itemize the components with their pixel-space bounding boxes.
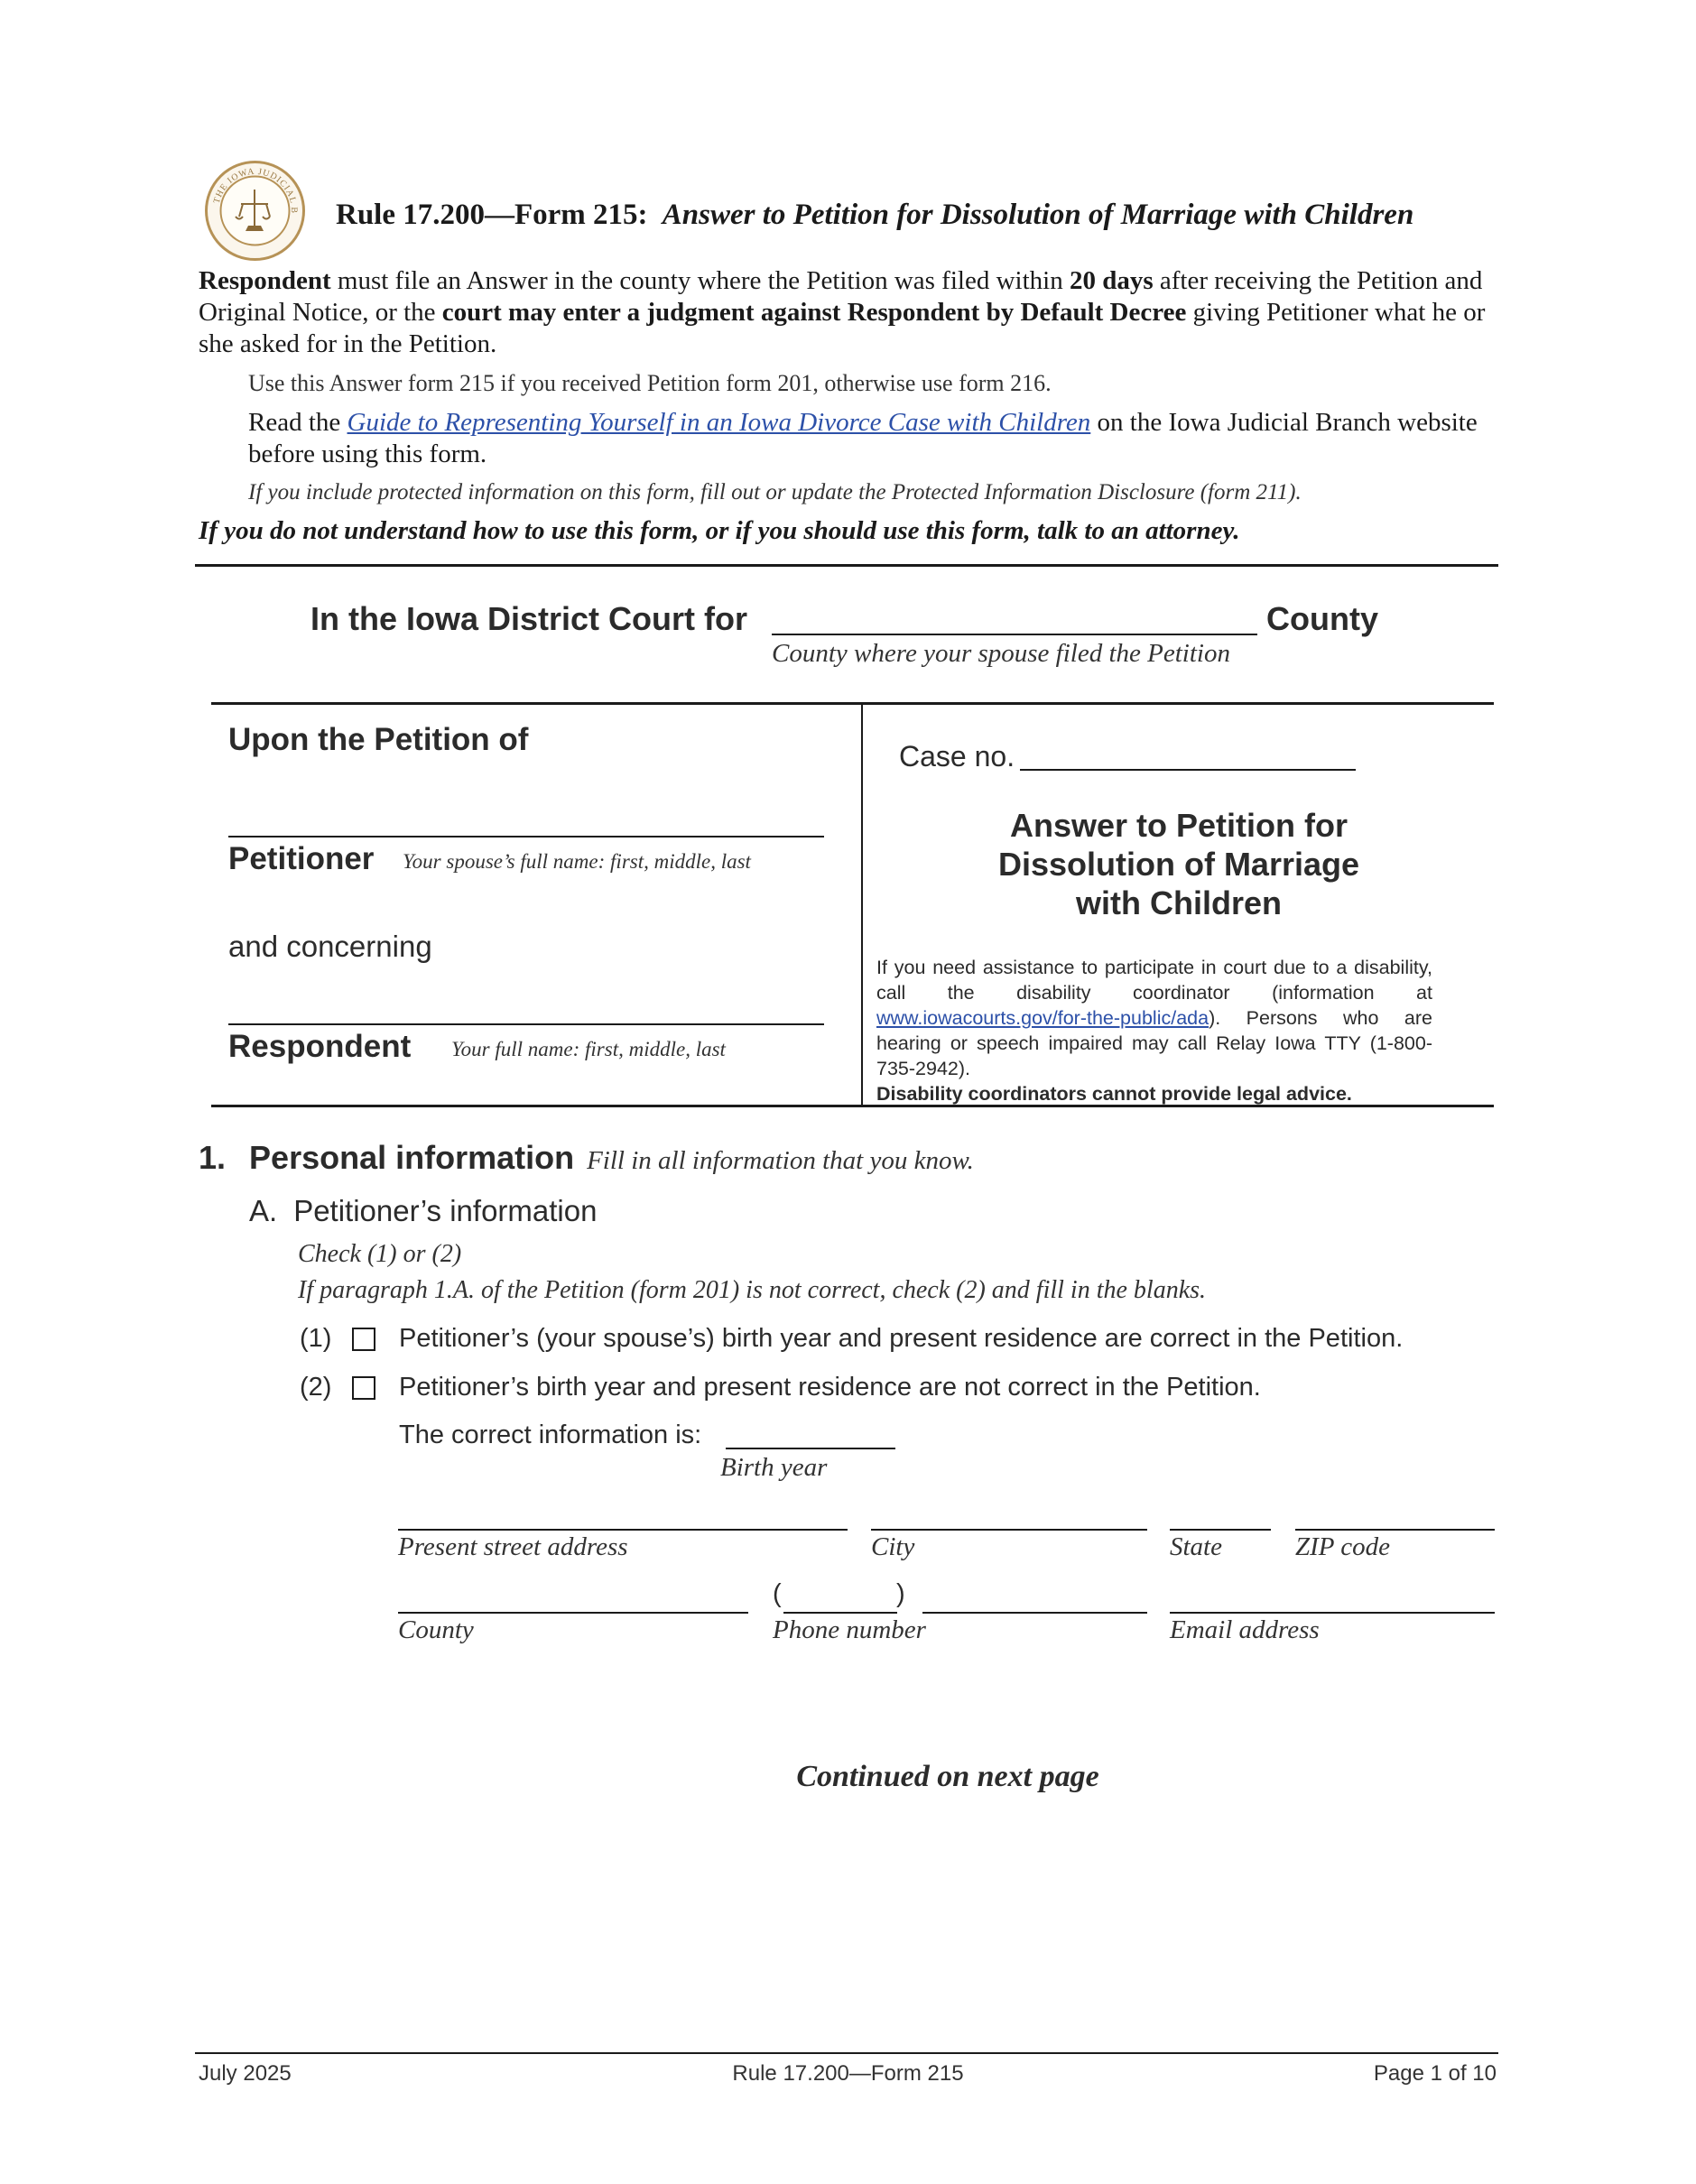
intro-divider [195,564,1498,567]
section-1-heading: 1. Personal information Fill in all information that you know. [199,1139,974,1176]
ada-notice: If you need assistance to participate in court due to a disability, call the disability coordinator (information at www.iowacourts.gov/for-the-public/ada). Persons who are hearing or speech impaired may call Relay Iowa TTY (1-800-735-2942). Disability coordinators cannot provide legal advice. [876,957,1432,1105]
zip-field[interactable] [1295,1529,1495,1531]
if-instruction: If paragraph 1.A. of the Petition (form 201) is not correct, check (2) and fill in the blanks. [298,1276,1207,1304]
birth-year-field[interactable] [726,1448,895,1449]
phone-paren-close: ) [896,1579,905,1608]
street-caption: Present street address [398,1532,628,1561]
footer-divider [195,2052,1498,2054]
area-code-field[interactable] [783,1612,897,1614]
court-suffix: County [1266,600,1378,637]
option-1-text: Petitioner’s (your spouse’s) birth year and present residence are correct in the Petition. [399,1324,1404,1353]
continued-note: Continued on next page [796,1760,1099,1793]
protected-info-note: If you include protected information on this form, fill out or update the Protected Information Disclosure (form 211). [248,480,1302,504]
option-2-checkbox[interactable] [352,1376,375,1400]
option-1-checkbox[interactable] [352,1328,375,1351]
birth-year-caption: Birth year [720,1453,828,1482]
city-caption: City [871,1532,915,1561]
option-2-number: (2) [300,1373,332,1402]
zip-caption: ZIP code [1295,1532,1390,1561]
respondent-name-field[interactable] [228,1023,824,1025]
document-title: Answer to Petition for Dissolution of Marriage with Children [997,807,1360,921]
state-field[interactable] [1170,1529,1271,1531]
correct-info-label: The correct information is: [399,1421,702,1449]
form-title: Answer to Petition for Dissolution of Marriage with Children [662,199,1414,231]
ada-bold-note: Disability coordinators cannot provide legal advice. [876,1083,1352,1105]
respondent-label: Respondent [228,1029,412,1064]
caption-top-border [211,702,1494,705]
option-2-text: Petitioner’s birth year and present residence are not correct in the Petition. [399,1373,1261,1402]
county-residence-caption: County [398,1615,474,1644]
phone-caption: Phone number [773,1615,926,1644]
rule-label: Rule 17.200—Form 215: [336,199,648,231]
petitioner-hint: Your spouse’s full name: first, middle, last [403,850,751,873]
county-residence-field[interactable] [398,1612,748,1614]
city-field[interactable] [871,1529,1147,1531]
option-1-number: (1) [300,1324,332,1353]
use-instruction: Use this Answer form 215 if you received Petition form 201, otherwise use form 216. [248,370,1052,396]
guide-link[interactable]: Guide to Representing Yourself in an Iowa Divorce Case with Children [347,408,1091,437]
petitioner-name-field[interactable] [228,836,824,838]
read-instruction: Read the Guide to Representing Yourself in an Iowa Divorce Case with Children on the Iowa Judicial Branch website before using this form. [248,408,1478,468]
respondent-hint: Your full name: first, middle, last [451,1038,726,1060]
petitioner-label: Petitioner [228,841,375,876]
state-caption: State [1170,1532,1222,1561]
county-field[interactable] [772,634,1257,635]
footer-date: July 2025 [199,2061,292,2086]
street-address-field[interactable] [398,1529,848,1531]
court-prefix: In the Iowa District Court for [310,600,748,637]
subsection-a-heading: A. Petitioner’s information [249,1194,598,1227]
judicial-seal [203,159,307,263]
seal-text: THE IOWA JUDICIAL B [211,166,300,215]
upon-petition-label: Upon the Petition of [228,722,529,757]
phone-number-field[interactable] [922,1612,1147,1614]
and-concerning-label: and concerning [228,930,432,963]
ada-link[interactable]: www.iowacourts.gov/for-the-public/ada [876,1007,1209,1029]
phone-paren-open: ( [773,1579,782,1608]
intro-paragraph: Respondent must file an Answer in the county where the Petition was filed within 20 days after receiving the Petition and Original Notice, or the court may enter a judgment against Respondent by Default Decree giving Petitioner what he or she asked for in the Petition. [199,266,1486,358]
footer-form: Rule 17.200—Form 215 [732,2061,964,2086]
attorney-note: If you do not understand how to use this form, or if you should use this form, talk to an attorney. [199,516,1240,545]
footer-page: Page 1 of 10 [1373,2061,1497,2086]
case-no-field[interactable] [1020,769,1356,771]
case-no-label: Case no. [899,740,1015,773]
email-caption: Email address [1170,1615,1320,1644]
county-caption: County where your spouse filed the Petition [772,639,1230,668]
email-field[interactable] [1170,1612,1495,1614]
check-instruction: Check (1) or (2) [298,1240,462,1268]
